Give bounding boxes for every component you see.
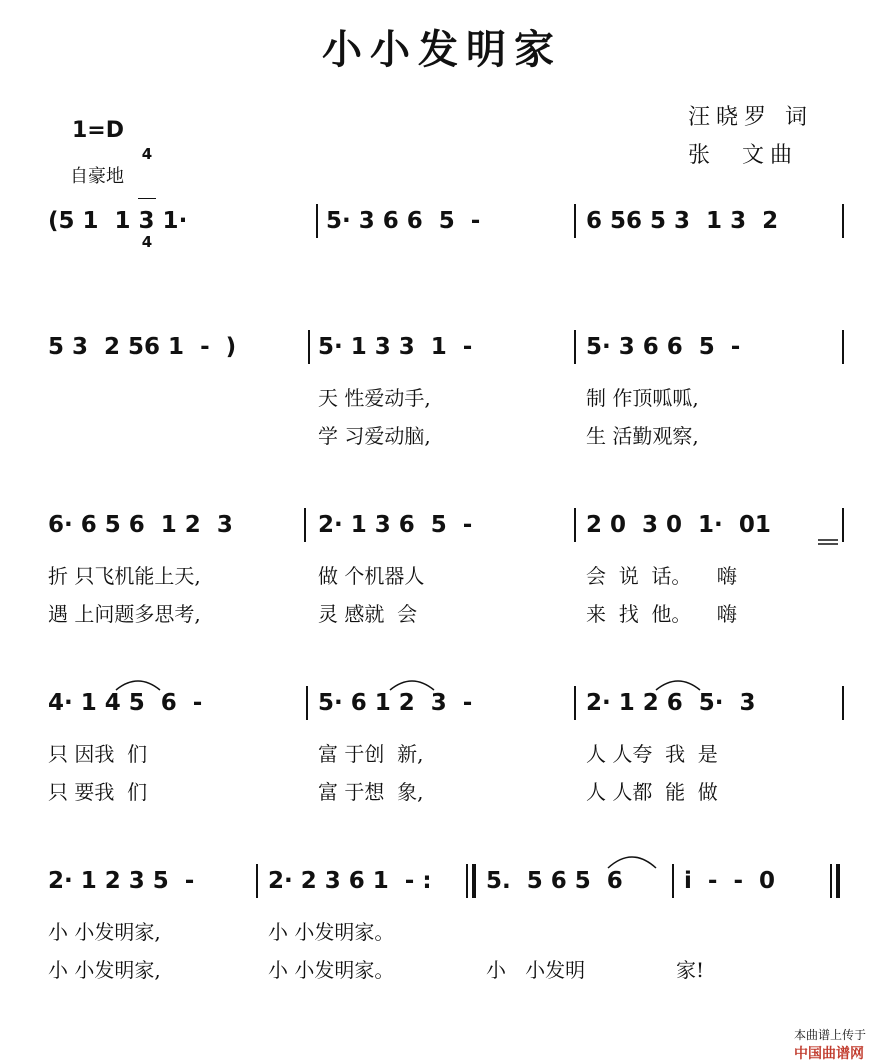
lyric-line: 天 性爱动手, <box>318 386 431 410</box>
lyric-line: 富 于想 象, <box>318 780 424 804</box>
site-brand[interactable]: 中国曲谱网 <box>793 1046 864 1062</box>
lyric-line: 折 只飞机能上天, <box>48 564 201 588</box>
footer-text: 本曲谱上传于 <box>793 1028 866 1042</box>
lyric-line: 来 找 他。 嗨 <box>586 602 737 626</box>
composer-credit: 张 文曲 <box>688 143 798 168</box>
lyric-line: 制 作顶呱呱, <box>586 386 699 410</box>
measure: 6 56 5 3 1 3 2 <box>586 208 779 234</box>
time-denominator: 4 <box>141 233 153 251</box>
measure: 5· 1 3 3 1 - <box>318 334 473 360</box>
lyric-line: 小 小发明 <box>486 958 586 982</box>
measure: 5· 3 6 6 5 - <box>326 208 481 234</box>
lyric-line: 学 习爱动脑, <box>318 424 431 448</box>
measure: 2· 1 2 3 5 - <box>48 868 195 894</box>
lyric-line: 会 说 话。 嗨 <box>586 564 737 588</box>
slur-mark <box>390 681 434 690</box>
tempo-marking: 自豪地 <box>70 166 124 187</box>
lyric-line: 遇 上问题多思考, <box>48 602 201 626</box>
measure: 2 0 3 0 1· 01 <box>586 512 771 538</box>
lyric-line: 做 个机器人 <box>318 564 425 588</box>
lyric-line: 生 活勤观察, <box>586 424 699 448</box>
lyric-line: 人 人夸 我 是 <box>586 742 718 766</box>
lyric-line: 灵 感就 会 <box>318 602 418 626</box>
measure: 4· 1 4 5 6 - <box>48 690 203 716</box>
lyric-line: 富 于创 新, <box>318 742 424 766</box>
measure: 5. 5 6 5 6 <box>486 868 623 894</box>
slur-mark <box>116 681 160 690</box>
measure: 5· 6 1 2 3 - <box>318 690 473 716</box>
measure: 6· 6 5 6 1 2 3 <box>48 512 233 538</box>
lyric-line: 只 要我 们 <box>48 780 148 804</box>
lyric-line: 人 人都 能 做 <box>586 780 718 804</box>
time-numerator: 4 <box>141 145 153 163</box>
lyric-line: 小 小发明家, <box>48 958 161 982</box>
key-signature: 1=D <box>72 118 125 143</box>
measure: i - - 0 <box>684 868 776 894</box>
lyric-line: 小 小发明家。 <box>268 958 395 982</box>
lyric-line: 小 小发明家。 <box>268 920 395 944</box>
slur-mark <box>656 681 700 690</box>
measure: 2· 1 3 6 5 - <box>318 512 473 538</box>
lyric-line: 家! <box>676 958 705 982</box>
lyric-line: 小 小发明家, <box>48 920 161 944</box>
lyric-line: 只 因我 们 <box>48 742 148 766</box>
measure: 2· 2 3 6 1 - : <box>268 868 432 894</box>
lyricist-credit: 汪晓罗 词 <box>688 105 813 130</box>
measure: 5· 3 6 6 5 - <box>586 334 741 360</box>
song-title: 小小发明家 <box>322 26 562 73</box>
tie-mark <box>608 857 656 868</box>
measure: 2· 1 2 6 5· 3 <box>586 690 756 716</box>
measure: (5 1 1 3 1· <box>48 208 188 234</box>
measure: 5 3 2 56 1 - ) <box>48 334 237 360</box>
